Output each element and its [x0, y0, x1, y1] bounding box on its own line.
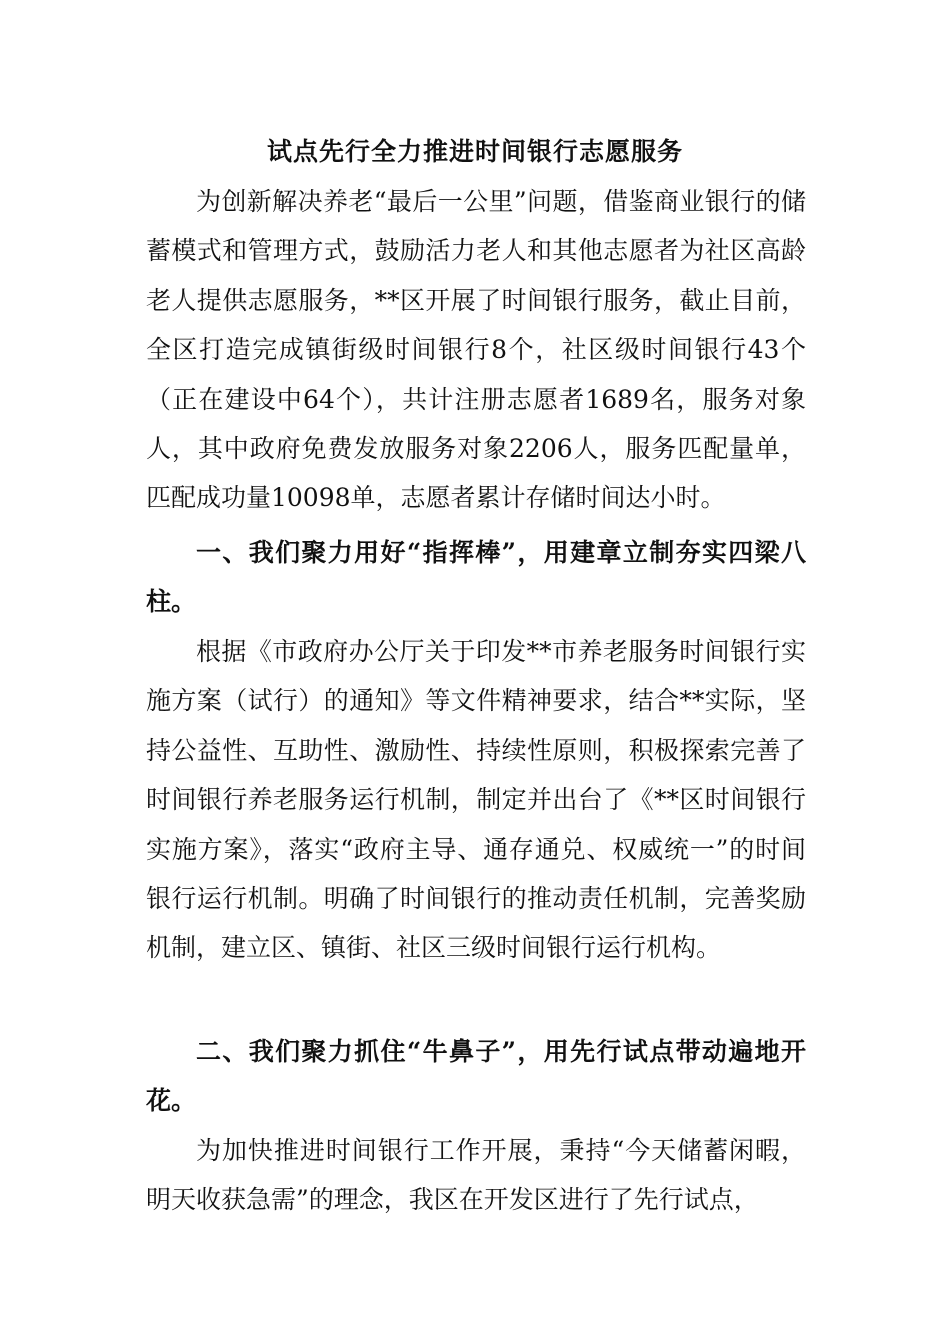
- body-paragraph-3: 为加快推进时间银行工作开展，秉持“今天储蓄闲暇，明天收获急需”的理念，我区在开发区进行了先行试点，: [146, 1136, 806, 1215]
- body-paragraph-1: 为创新解决养老“最后一公里”问题，借鉴商业银行的储蓄模式和管理方式，鼓励活力老人和其他志愿者为社区高龄老人提供志愿服务，**区开展了时间银行服务，截止目前，全区打造完成镇街级时间银行8个，社区级时间银行43个（正在建设中64个），共计注册志愿者1689名，服务对象人，其中政府免费发放服务对象2206人，服务匹配量单，匹配成功量10098单，志愿者累计存储时间达小时。: [146, 187, 806, 513]
- section-heading-2: 二、我们聚力抓住“牛鼻子”，用先行试点带动遍地开花。: [146, 1037, 806, 1116]
- document-title: 试点先行全力推进时间银行志愿服务: [266, 137, 683, 166]
- body-paragraph-2: 根据《市政府办公厅关于印发**市养老服务时间银行实施方案（试行）的通知》等文件精神要求，结合**实际，坚持公益性、互助性、激励性、持续性原则，积极探索完善了时间银行养老服务运行机制，制定并出台了《**区时间银行实施方案》，落实“政府主导、通存通兑、权威统一”的时间银行运行机制。明确了时间银行的推动责任机制，完善奖励机制，建立区、镇街、社区三级时间银行运行机构。: [146, 637, 806, 963]
- section-heading-1: 一、我们聚力用好“指挥棒”，用建章立制夯实四梁八柱。: [146, 538, 806, 617]
